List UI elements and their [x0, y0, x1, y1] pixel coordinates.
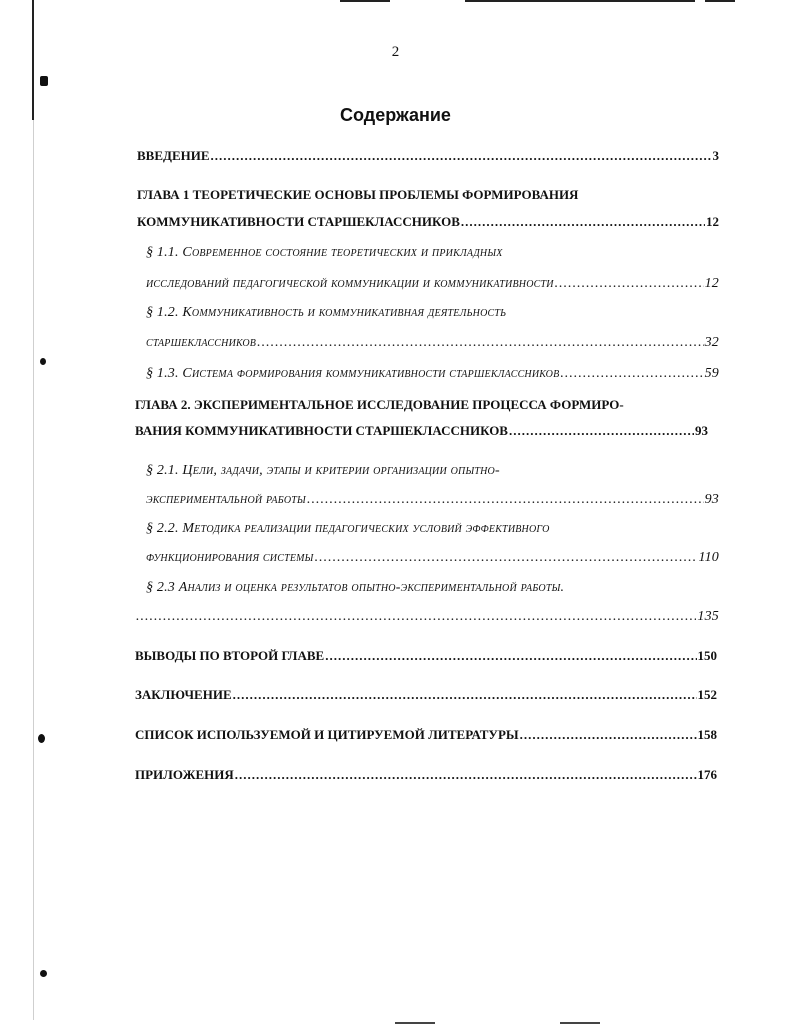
toc-entry-title: § 2.3 Анализ и оценка результатов опытно-экспериментальной работы.: [146, 580, 565, 595]
page-number: 2: [391, 44, 400, 60]
leader-dots: [509, 423, 694, 439]
toc-entry-introduction[interactable]: [137, 148, 719, 164]
toc-entry-title: старшеклассников: [146, 335, 257, 350]
toc-entry-page: 176: [697, 767, 717, 782]
scan-top-artifact: [705, 0, 735, 2]
toc-entry-title: ГЛАВА 2. ЭКСПЕРИМЕНТАЛЬНОЕ ИССЛЕДОВАНИЕ ПРОЦЕССА ФОРМИРО-: [135, 397, 624, 412]
toc-entry-section-2-2-cont[interactable]: [146, 550, 719, 566]
toc-entry-section-1-1-cont[interactable]: [146, 276, 719, 292]
toc-entry-title: ВЫВОДЫ ПО ВТОРОЙ ГЛАВЕ: [135, 648, 325, 663]
toc-entry-title: § 1.1. Современное состояние теоретических и прикладных: [146, 245, 503, 260]
toc-entry-title: § 2.2. Методика реализации педагогических условий эффективного: [146, 521, 550, 536]
binder-hole-mark: [40, 358, 46, 365]
toc-entry-page: 12: [706, 214, 719, 229]
toc-entry-page: 158: [697, 727, 717, 742]
toc-entry-section-2-1-cont[interactable]: [146, 492, 719, 508]
toc-entry-page: 93: [695, 423, 708, 438]
toc-entry-title: экспериментальной работы: [146, 492, 306, 507]
scan-top-artifact: [465, 0, 695, 2]
toc-entry-title: КОММУНИКАТИВНОСТИ СТАРШЕКЛАССНИКОВ: [137, 214, 460, 229]
toc-entry-page: 150: [697, 648, 717, 663]
leader-dots: [555, 276, 704, 292]
leader-dots: [211, 148, 712, 164]
toc-entry-conclusion[interactable]: [135, 687, 717, 703]
toc-entry-title: § 1.3. Система формирования коммуникативности старшеклассников: [146, 366, 560, 381]
toc-entry-bibliography[interactable]: [135, 727, 717, 743]
toc-entry-title: ВАНИЯ КОММУНИКАТИВНОСТИ СТАРШЕКЛАССНИКОВ: [135, 423, 508, 438]
scan-edge-shadow: [33, 120, 34, 1020]
toc-entry-section-2-2[interactable]: [146, 521, 719, 537]
toc-entry-title: исследований педагогической коммуникации и коммуникативности: [146, 276, 554, 291]
toc-entry-page: 32: [704, 335, 719, 350]
leader-dots: [461, 214, 705, 230]
toc-entry-title: функционирования системы: [146, 550, 314, 565]
toc-entry-section-1-2[interactable]: [146, 305, 719, 321]
toc-entry-page: 12: [704, 276, 719, 291]
toc-entry-page: 59: [704, 366, 719, 381]
toc-entry-section-2-3-cont[interactable]: [135, 609, 719, 625]
toc-entry-title: ВВЕДЕНИЕ: [137, 148, 210, 163]
leader-dots: [307, 492, 704, 508]
toc-entry-section-2-1[interactable]: [146, 463, 719, 479]
page-title: Содержание: [340, 105, 451, 125]
leader-dots: [233, 687, 697, 703]
toc-entry-chapter-1-cont[interactable]: [137, 214, 719, 230]
toc-entry-title: ГЛАВА 1 ТЕОРЕТИЧЕСКИЕ ОСНОВЫ ПРОБЛЕМЫ ФОРМИРОВАНИЯ: [137, 187, 579, 202]
scan-top-artifact: [340, 0, 390, 2]
leader-dots: [560, 366, 703, 382]
toc-entry-chapter-1[interactable]: [137, 187, 719, 203]
binder-hole-mark: [38, 734, 45, 743]
leader-dots: [136, 609, 696, 625]
toc-entry-section-1-2-cont[interactable]: [146, 335, 719, 351]
toc-entry-page: 110: [698, 550, 719, 565]
binder-hole-mark: [40, 76, 48, 86]
toc-entry-conclusions-chapter-2[interactable]: [135, 648, 717, 664]
toc-entry-section-1-3[interactable]: [146, 366, 719, 382]
toc-entry-chapter-2-cont[interactable]: [135, 423, 708, 439]
binder-hole-mark: [40, 970, 47, 977]
leader-dots: [257, 335, 703, 351]
toc-entry-page: 93: [704, 492, 719, 507]
toc-entry-page: 3: [712, 148, 719, 163]
toc-entry-section-1-1[interactable]: [146, 245, 719, 261]
leader-dots: [325, 648, 696, 664]
leader-dots: [315, 550, 698, 566]
toc-entry-page: 152: [697, 687, 717, 702]
toc-entry-title: ЗАКЛЮЧЕНИЕ: [135, 687, 232, 702]
toc-entry-chapter-2[interactable]: [135, 397, 719, 413]
toc-entry-title: § 2.1. Цели, задачи, этапы и критерии организации опытно-: [146, 463, 500, 478]
toc-entry-title: § 1.2. Коммуникативность и коммуникативная деятельность: [146, 305, 507, 320]
toc-entry-title: ПРИЛОЖЕНИЯ: [135, 767, 234, 782]
toc-entry-section-2-3[interactable]: [146, 580, 719, 596]
toc-entry-page: 135: [697, 609, 719, 624]
leader-dots: [235, 767, 697, 783]
leader-dots: [520, 727, 697, 743]
toc-entry-title: СПИСОК ИСПОЛЬЗУЕМОЙ И ЦИТИРУЕМОЙ ЛИТЕРАТУРЫ: [135, 727, 519, 742]
toc-entry-appendices[interactable]: [135, 767, 717, 783]
